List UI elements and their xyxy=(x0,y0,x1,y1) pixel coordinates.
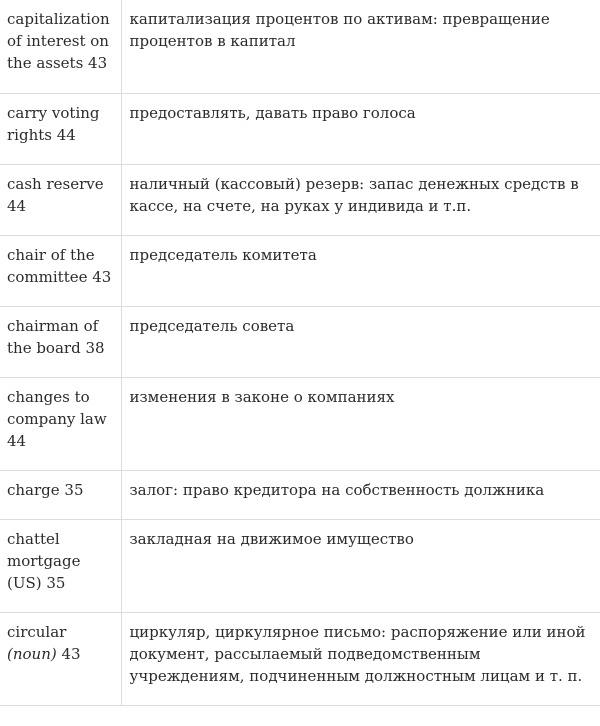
term-cell xyxy=(0,612,121,705)
table-row xyxy=(0,470,600,519)
definition-cell: циркуляр, циркулярное письмо: распоряжение или иной документ, рассылаемый подведомственным учреждениям, подчиненным должностным лицам и т. п. xyxy=(121,612,600,705)
definition-cell: председатель совета xyxy=(121,306,600,377)
term-cell: carry voting rights 44 xyxy=(0,93,121,164)
definition-cell: предоставлять, давать право голоса xyxy=(121,93,600,164)
table-row xyxy=(0,519,600,612)
definition-cell: наличный (кассовый) резерв: запас денежных средств в кассе, на счете, на руках у индивида и т.п. xyxy=(121,164,600,235)
table-row xyxy=(0,164,600,235)
term-cell: chairman of the board 38 xyxy=(0,306,121,377)
table-row xyxy=(0,93,600,164)
definition-cell: изменения в законе о компаниях xyxy=(121,377,600,470)
term-text: circular xyxy=(7,622,67,641)
definition-cell: залог: право кредитора на собственность должника xyxy=(121,470,600,519)
definition-cell: председатель комитета xyxy=(121,235,600,306)
definition-cell: закладная на движимое имущество xyxy=(121,519,600,612)
table-row xyxy=(0,377,600,470)
table-row xyxy=(0,235,600,306)
table-row xyxy=(0,0,600,93)
term-cell: changes to company law 44 xyxy=(0,377,121,470)
definition-cell: капитализация процентов по активам: превращение процентов в капитал xyxy=(121,0,600,93)
term-cell: charge 35 xyxy=(0,470,121,519)
part-of-speech: (noun) xyxy=(7,644,57,663)
term-cell: chattel mortgage (US) 35 xyxy=(0,519,121,612)
term-cell: capitalization of interest on the assets 43 xyxy=(0,0,121,93)
table-row xyxy=(0,612,600,705)
term-cell: chair of the committee 43 xyxy=(0,235,121,306)
page-number: 43 xyxy=(61,644,81,663)
term-cell: cash reserve 44 xyxy=(0,164,121,235)
table-row xyxy=(0,306,600,377)
